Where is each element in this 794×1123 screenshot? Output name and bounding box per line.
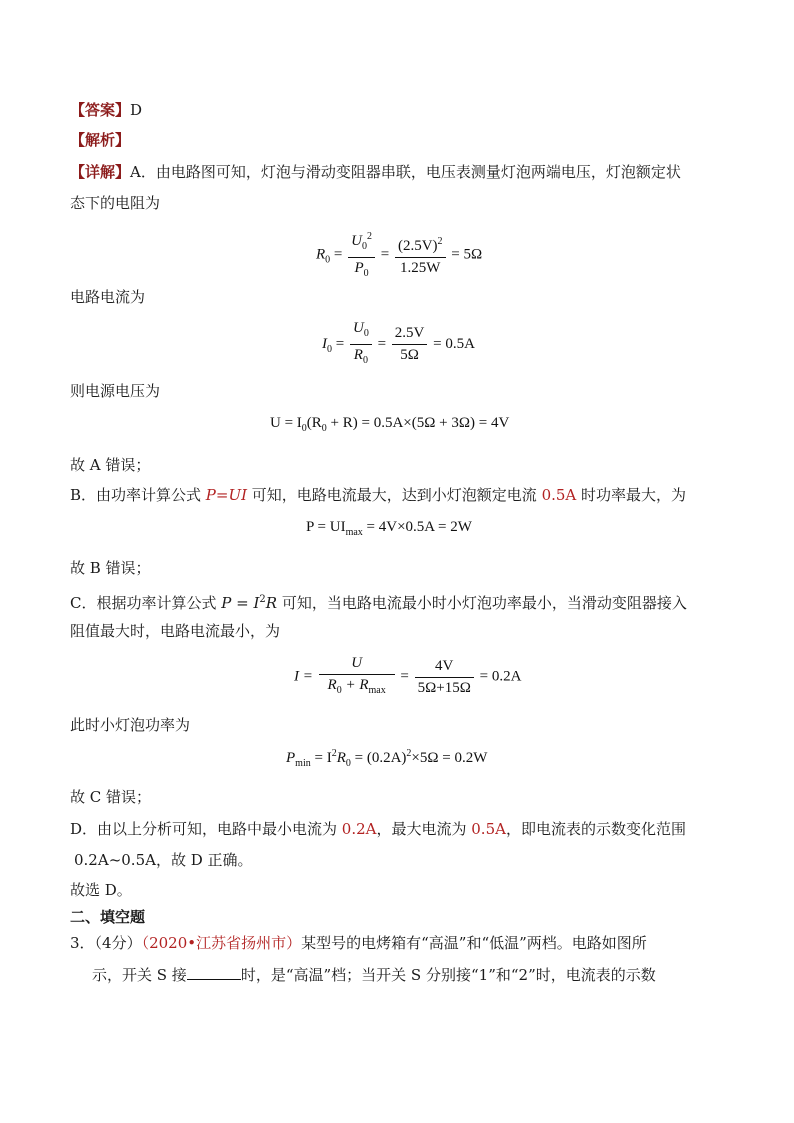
detail-intro-cont: 态下的电阻为 <box>70 194 161 212</box>
equation-voltage: $U = I_0(R_0 + R) = 0.5A\times(5\Omega + 3\Omega) = 4V$ <box>270 415 510 434</box>
option-b-line: B．由功率计算公式 P=UI 可知，电路电流最大，达到小灯泡额定电流 0.5A 时功率最大，为 <box>70 486 687 504</box>
conclusion-b: 故 B 错误； <box>70 559 151 577</box>
option-c-line2: 阻值最大时，电路电流最小，为 <box>70 622 281 640</box>
formula-pui: P=UI <box>205 486 248 504</box>
equation-power-max: $P = UI_{max} = 4V\times 0.5A = 2W$ <box>306 519 472 538</box>
equation-current: $I_0$ = $\frac{U_0}{R_0}$ = $\frac{2.5V}{5\Omega}$ = 0.5A <box>322 320 475 369</box>
fraction: $\frac{(2.5V)^2}{1.25W}$ <box>395 233 446 277</box>
detail-intro: A．由电路图可知，灯泡与滑动变阻器串联，电压表测量灯泡两端电压，灯泡额定状 <box>130 163 681 181</box>
option-d-line: D．由以上分析可知，电路中最小电流为 0.2A，最大电流为 0.5A，即电流表的示数变化范围 <box>70 820 686 838</box>
fraction: $\frac{U}{R_0 + R_{max}}$ <box>319 655 395 699</box>
answer-blank[interactable] <box>187 965 241 980</box>
section-title: 二、填空题 <box>70 908 146 926</box>
text-voltage: 则电源电压为 <box>70 382 161 400</box>
equation-resistance: $R_0$ = $\frac{U_0^2}{P_0}$ = $\frac{(2.5V)^2}{1.25W}$ = 5Ω <box>316 228 482 282</box>
detail-line <box>70 161 681 183</box>
detail-label: 【详解】 <box>70 163 131 181</box>
equation-power-min: $P_{min} = I^2R_0 = (0.2A)^2\times 5\Omega = 0.2W$ <box>286 748 488 769</box>
answer-label: 【答案】 <box>70 101 131 119</box>
question-3-line2: 示，开关 S 接 时，是“高温”档；当开关 S 分别接“1”和“2”时，电流表的示数 <box>92 966 656 984</box>
text-power: 此时小灯泡功率为 <box>70 716 191 734</box>
fraction: $\frac{U_0}{R_0}$ <box>350 320 372 369</box>
answer-value: D <box>130 101 143 119</box>
choose-line: 故选 D。 <box>70 881 132 899</box>
conclusion-a: 故 A 错误； <box>70 456 151 474</box>
option-c-line: C．根据功率计算公式 $P = I^2R$ 可知，当电路电流最小时小灯泡功率最小，当滑动变阻器接入 <box>70 594 687 612</box>
conclusion-c: 故 C 错误； <box>70 788 152 806</box>
equation-current-min: I = $\frac{U}{R_0 + R_{max}}$ = $\frac{4V}{5\Omega+15\Omega}$ = 0.2A <box>294 655 521 699</box>
option-d-line2: 0.2A~0.5A，故 D 正确。 <box>74 851 253 869</box>
fraction: $\frac{U_0^2}{P_0}$ <box>348 228 375 282</box>
answer-line <box>70 99 142 121</box>
question-source: （2020•江苏省扬州市） <box>141 934 302 952</box>
fraction: $\frac{4V}{5\Omega+15\Omega}$ <box>415 658 474 697</box>
text-current: 电路电流为 <box>70 288 146 306</box>
question-3-line1: 3．（4分）（2020•江苏省扬州市）某型号的电烤箱有“高温”和“低温”两档。电路如图所 <box>70 934 647 952</box>
analysis-label: 【解析】 <box>70 131 131 149</box>
fraction: $\frac{2.5V}{5\Omega}$ <box>392 325 428 364</box>
